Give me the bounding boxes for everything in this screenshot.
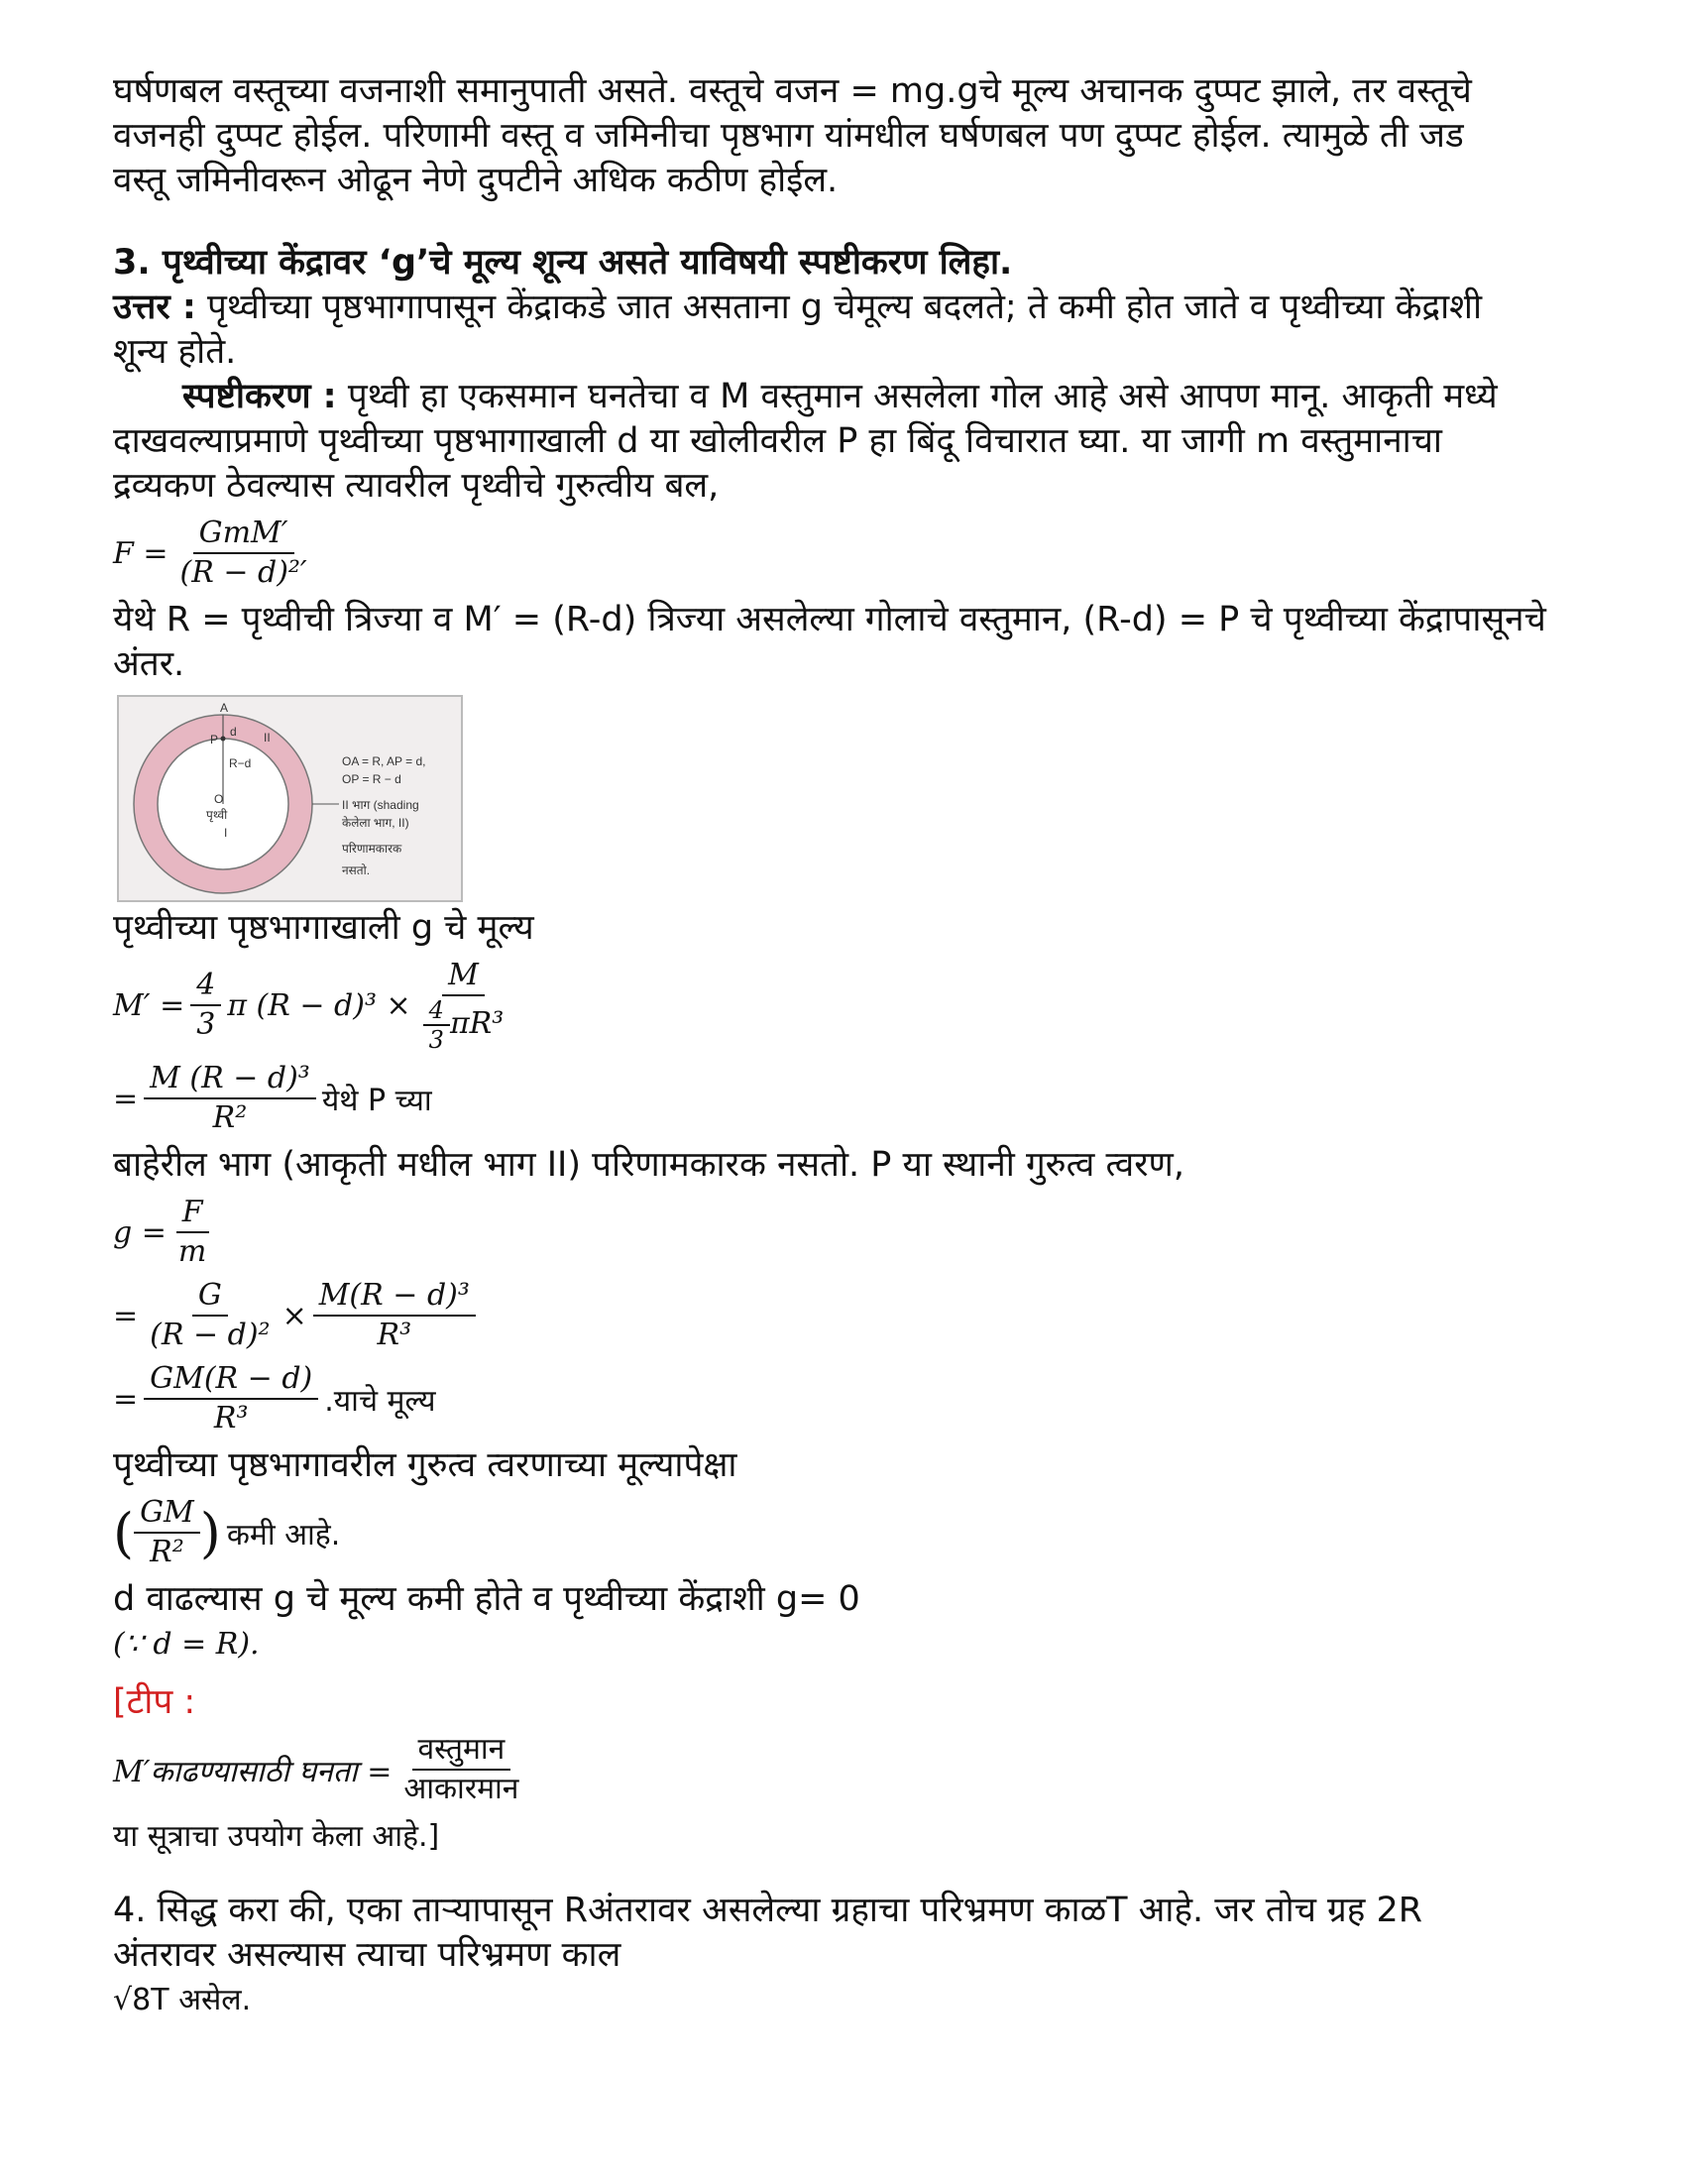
eq-gm-tail: कमी आहे. — [226, 1517, 341, 1552]
eq-f-num: GmM′ — [193, 515, 294, 554]
equation-mass-prime — [113, 957, 1580, 1054]
intro-line-3: वस्तू जमिनीवरून ओढून नेणे दुपटीने अधिक कठीण होईल. — [113, 161, 839, 200]
where-line-1: येथे R = पृथ्वीची त्रिज्या व M′ = (R-d) त्रिज्या असलेल्या गोलाचे वस्तुमान, (R-d) = P चे पृथ्वीच्या केंद्रापासूनचे — [113, 600, 1546, 639]
eq-g1-num: F — [176, 1194, 209, 1233]
explanation-text-1: पृथ्वी हा एकसमान घनतेचा व M वस्तुमान असलेला गोल आहे असे आपण मानू. आकृती मध्ये — [336, 377, 1498, 416]
answer-line-1 — [113, 286, 1580, 330]
since-text: (∵ d = R). — [113, 1627, 260, 1662]
equation-mass-prime-simplified — [113, 1060, 1580, 1137]
document-page — [113, 69, 1580, 2022]
outside-part-text: बाहेरील भाग (आकृती मधील भाग II) परिणामकारक नसतो. P या स्थानी गुरुत्व त्वरण, — [113, 1145, 1184, 1185]
point-p-marker — [221, 737, 226, 742]
eq-g3-fraction — [144, 1360, 318, 1437]
eq-g3-num: GM(R − d) — [144, 1360, 318, 1400]
equation-g-3 — [113, 1360, 1580, 1437]
eq-gm-den: R² — [150, 1535, 184, 1569]
eq-f-lhs: F = — [113, 535, 169, 571]
conclusion-text: d वाढल्यास g चे मूल्य कमी होते व पृथ्वीच्या केंद्राशी g= 0 — [113, 1579, 860, 1619]
equation-force — [113, 515, 1580, 592]
note-end-text: या सूत्राचा उपयोग केला आहे.] — [113, 1819, 440, 1854]
eq-m2-tail: येथे P च्या — [321, 1083, 432, 1118]
equation-g-2 — [113, 1277, 1580, 1354]
eq-m-den-frac-den: 3 — [428, 1026, 444, 1054]
eq-m-lhs: M′ = — [113, 987, 185, 1023]
eq-g2-fraction-2 — [313, 1277, 476, 1354]
eq-g3-tail: .याचे मूल्य — [324, 1383, 436, 1419]
question-4-line-2: अंतरावर असल्यास त्याचा परिभ्रमण काल — [113, 1935, 621, 1975]
question-4-line-3: √8T असेल. — [113, 1983, 252, 2017]
left-paren: ( — [113, 1501, 135, 1564]
eq-m-num: M — [442, 957, 485, 996]
eq-m2-num: M (R − d)³ — [144, 1060, 316, 1099]
legend-line-1: OA = R, AP = d, — [342, 754, 426, 768]
compare-text: पृथ्वीच्या पृष्ठभागावरील गुरुत्व त्वरणाच्या मूल्यापेक्षा — [113, 1445, 737, 1485]
answer-label: उत्तर : — [113, 287, 196, 327]
eq-m-den — [417, 996, 510, 1054]
eq-f-den: (R − d)²′ — [179, 555, 307, 590]
earth-depth-figure — [117, 695, 463, 902]
legend-line-3: II भाग (shading — [342, 798, 419, 812]
eq-g3-den: R³ — [213, 1401, 249, 1436]
explanation-line-2: दाखवल्याप्रमाणे पृथ्वीच्या पृष्ठभागाखाली d या खोलीवरील P हा बिंदू विचारात घ्या. या जागी m वस्तुमानाचा — [113, 421, 1442, 461]
note-eq-den: आकारमान — [403, 1772, 519, 1806]
note-eq-num: वस्तुमान — [412, 1731, 511, 1771]
label-ii: II — [264, 731, 271, 745]
eq-m2-fraction — [144, 1060, 316, 1137]
eq-m-coef-den: 3 — [196, 1007, 216, 1042]
eq-m-coef — [190, 967, 221, 1044]
eq-m2-den: R² — [212, 1100, 248, 1135]
eq-f-fraction — [174, 515, 313, 592]
equation-g-1 — [113, 1194, 1580, 1271]
question-3-heading: 3. पृथ्वीच्या केंद्रावर ‘g’चे मूल्य शून्य असते याविषयी स्पष्टीकरण लिहा. — [113, 243, 1013, 283]
legend-line-6: नसतो. — [342, 863, 371, 877]
eq-m-den-frac-num: 4 — [423, 996, 450, 1026]
note-eq-fraction — [397, 1731, 524, 1808]
intro-line-2: वजनही दुप्पट होईल. परिणामी वस्तू व जमिनीचा पृष्ठभाग यांमधील घर्षणबल पण दुप्पट होईल. त्यामुळे ती जड — [113, 116, 1464, 156]
explanation-line-3: द्रव्यकण ठेवल्यास त्यावरील पृथ्वीचे गुरुत्वीय बल, — [113, 466, 720, 506]
eq-gm-fraction — [134, 1494, 200, 1571]
note-label: [टीप : — [113, 1682, 196, 1722]
where-line-2: अंतर. — [113, 644, 185, 684]
eq-g1-den: m — [177, 1234, 207, 1269]
eq-m-den-tail: πR³ — [449, 1006, 505, 1041]
eq-m-den-frac — [423, 996, 450, 1054]
answer-text-1: पृथ्वीच्या पृष्ठभागापासून केंद्राकडे जात असताना g चेमूल्य बदलते; ते कमी होत जाते व पृथ्वीच्या केंद्राशी — [195, 287, 1483, 327]
answer-line-2: शून्य होते. — [113, 332, 237, 372]
label-earth: पृथ्वी — [206, 808, 228, 822]
note-eq-lhs: M′काढण्यासाठी घनता = — [113, 1754, 393, 1789]
eq-g2-num-2: M(R − d)³ — [313, 1277, 476, 1317]
label-o: O — [214, 792, 224, 806]
label-i: I — [224, 826, 228, 840]
label-p: P — [210, 733, 219, 747]
explanation-label: स्पष्टीकरण : — [182, 377, 337, 416]
eq-gm-num: GM — [134, 1494, 200, 1534]
eq-g2-times: × — [281, 1298, 307, 1333]
eq-m-mid: π (R − d)³ × — [227, 987, 411, 1023]
eq-g2-lhs: = — [113, 1298, 139, 1333]
legend-line-4: केलेला भाग, II) — [342, 816, 409, 830]
eq-g1-lhs: g = — [113, 1214, 167, 1250]
legend-line-5: परिणामकारक — [342, 842, 402, 856]
eq-g1-fraction — [172, 1194, 212, 1271]
eq-m-coef-num: 4 — [190, 967, 221, 1006]
eq-m2-lhs: = — [113, 1081, 139, 1116]
right-paren: ) — [199, 1501, 221, 1564]
eq-g2-den-2: R³ — [377, 1318, 412, 1352]
note-equation — [113, 1731, 1580, 1808]
legend-line-2: OP = R − d — [342, 772, 401, 786]
eq-g3-lhs: = — [113, 1381, 139, 1417]
equation-gm-over-r2 — [113, 1494, 1580, 1571]
eq-g2-fraction-1 — [144, 1277, 276, 1354]
label-r-minus-d: R−d — [229, 756, 252, 770]
label-a: A — [220, 701, 229, 715]
eq-g2-den-1: (R − d)² — [150, 1318, 271, 1352]
question-4-line-1: 4. सिद्ध करा की, एका ताऱ्यापासून Rअंतरावर असलेल्या ग्रहाचा परिभ्रमण काळT आहे. जर तोच ग्रह 2R — [113, 1891, 1423, 1930]
eq-g2-num-1: G — [192, 1277, 228, 1317]
label-d: d — [230, 725, 237, 739]
intro-line-1: घर्षणबल वस्तूच्या वजनाशी समानुपाती असते. वस्तूचे वजन = mg.gचे मूल्य अचानक दुप्पट झाले, तर वस्तूचे — [113, 71, 1472, 111]
g-below-surface-text: पृथ्वीच्या पृष्ठभागाखाली g चे मूल्य — [113, 908, 534, 948]
eq-m-fraction — [417, 957, 510, 1054]
explanation-line-1 — [113, 375, 1580, 419]
